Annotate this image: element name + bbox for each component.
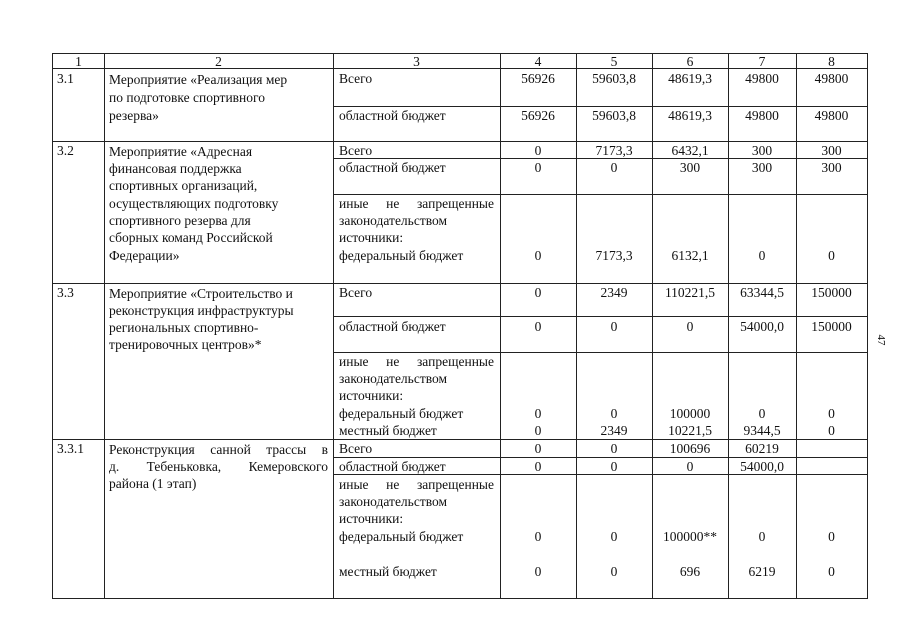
row-title: резерва» xyxy=(109,108,159,123)
row-title: по подготовке спортивного xyxy=(109,90,265,105)
value-cell: 300 xyxy=(751,143,773,158)
line-label: Всего xyxy=(339,71,373,86)
row-title: Федерации» xyxy=(109,248,180,263)
value-cell: 150000 xyxy=(811,319,852,334)
line-label: источники: xyxy=(339,388,404,403)
value-cell: 6132,1 xyxy=(671,248,709,263)
value-cell: 0 xyxy=(828,564,835,579)
row-title: спортивных организаций, xyxy=(109,178,258,193)
value-cell: 7173,3 xyxy=(595,143,633,158)
value-cell: 0 xyxy=(534,564,542,579)
value-cell: 0 xyxy=(534,143,542,158)
row-code: 3.3.1 xyxy=(57,441,84,456)
value-cell: 0 xyxy=(828,248,835,263)
value-cell: 56926 xyxy=(521,108,555,123)
page-number: 47 xyxy=(875,334,887,346)
line-label: областной бюджет xyxy=(339,108,446,123)
value-cell: 110221,5 xyxy=(664,285,716,300)
value-cell: 300 xyxy=(821,160,842,175)
line-label: областной бюджет xyxy=(339,459,446,474)
value-cell: 0 xyxy=(610,459,618,474)
row-title: Реконструкция санной трассы в xyxy=(109,442,328,457)
value-cell: 59603,8 xyxy=(592,108,636,123)
value-cell: 0 xyxy=(828,406,835,421)
row-title: реконструкция инфраструктуры xyxy=(109,303,294,318)
line-label: законодательством xyxy=(339,213,448,228)
value-cell: 300 xyxy=(751,160,773,175)
row-title: тренировочных центров»* xyxy=(109,337,262,352)
value-cell: 49800 xyxy=(814,108,849,123)
value-cell: 0 xyxy=(534,285,542,300)
line-label: областной бюджет xyxy=(339,160,446,175)
header-col-1: 1 xyxy=(75,54,82,69)
line-label: областной бюджет xyxy=(339,319,446,334)
line-label: законодательством xyxy=(339,371,448,386)
value-cell: 48619,3 xyxy=(668,71,712,86)
row-code: 3.3 xyxy=(57,285,74,300)
value-cell: 49800 xyxy=(745,71,779,86)
value-cell: 0 xyxy=(686,319,694,334)
value-cell: 0 xyxy=(828,529,835,544)
line-label: Всего xyxy=(339,285,373,300)
value-cell: 0 xyxy=(534,160,542,175)
value-cell: 9344,5 xyxy=(743,423,781,438)
value-cell: 60219 xyxy=(745,441,779,456)
line-label: источники: xyxy=(339,230,404,245)
row-title: финансовая поддержка xyxy=(109,161,242,176)
value-cell: 2349 xyxy=(600,423,628,438)
value-cell: 0 xyxy=(534,441,542,456)
value-cell: 10221,5 xyxy=(668,423,712,438)
value-cell: 150000 xyxy=(811,285,852,300)
value-cell: 6219 xyxy=(748,564,776,579)
value-cell: 300 xyxy=(679,160,701,175)
value-cell: 54000,0 xyxy=(740,459,784,474)
value-cell: 100696 xyxy=(669,441,711,456)
value-cell: 0 xyxy=(828,423,835,438)
row-title: района (1 этап) xyxy=(109,476,197,491)
row-title: Мероприятие «Строительство и xyxy=(109,286,293,301)
value-cell: 56926 xyxy=(521,71,555,86)
line-label: местный бюджет xyxy=(339,423,437,438)
value-cell: 6432,1 xyxy=(671,143,709,158)
value-cell: 0 xyxy=(610,160,618,175)
value-cell: 0 xyxy=(610,441,618,456)
value-cell: 54000,0 xyxy=(740,319,784,334)
value-cell: 49800 xyxy=(814,71,849,86)
line-label: федеральный бюджет xyxy=(339,248,464,263)
line-label: Всего xyxy=(339,441,373,456)
value-cell: 0 xyxy=(534,529,542,544)
value-cell: 100000 xyxy=(669,406,711,421)
line-label: источники: xyxy=(339,511,404,526)
line-label: местный бюджет xyxy=(339,564,437,579)
value-cell: 0 xyxy=(610,406,618,421)
header-col-5: 5 xyxy=(610,54,618,69)
value-cell: 2349 xyxy=(600,285,628,300)
row-title: д. Тебеньковка, Кемеровского xyxy=(109,459,328,474)
budget-table xyxy=(52,53,868,599)
row-code: 3.2 xyxy=(57,143,74,158)
header-col-7: 7 xyxy=(758,54,766,69)
value-cell: 0 xyxy=(610,319,618,334)
value-cell: 100000** xyxy=(663,529,717,544)
line-label: иные не запрещенные xyxy=(339,477,494,492)
value-cell: 48619,3 xyxy=(668,108,712,123)
value-cell: 0 xyxy=(534,248,542,263)
value-cell: 0 xyxy=(758,406,766,421)
value-cell: 0 xyxy=(610,529,618,544)
value-cell: 0 xyxy=(610,564,618,579)
line-label: Всего xyxy=(339,143,373,158)
value-cell: 0 xyxy=(758,248,766,263)
row-title: сборных команд Российской xyxy=(109,230,273,245)
line-label: федеральный бюджет xyxy=(339,406,464,421)
value-cell: 0 xyxy=(534,459,542,474)
line-label: законодательством xyxy=(339,494,448,509)
value-cell: 0 xyxy=(758,529,766,544)
header-col-8: 8 xyxy=(828,54,835,69)
row-title: региональных спортивно- xyxy=(109,320,259,335)
row-title: Мероприятие «Адресная xyxy=(109,144,253,159)
header-col-4: 4 xyxy=(534,54,542,69)
row-title: осуществляющих подготовку xyxy=(109,196,279,211)
row-title: спортивного резерва для xyxy=(109,213,251,228)
value-cell: 300 xyxy=(821,143,842,158)
value-cell: 0 xyxy=(534,406,542,421)
line-label: федеральный бюджет xyxy=(339,529,464,544)
row-title: Мероприятие «Реализация мер xyxy=(109,72,288,87)
row-code: 3.1 xyxy=(57,71,74,86)
line-label: иные не запрещенные xyxy=(339,196,494,211)
value-cell: 0 xyxy=(534,319,542,334)
header-col-6: 6 xyxy=(686,54,694,69)
value-cell: 63344,5 xyxy=(740,285,784,300)
value-cell: 696 xyxy=(679,564,701,579)
value-cell: 0 xyxy=(686,459,694,474)
value-cell: 0 xyxy=(534,423,542,438)
header-col-3: 3 xyxy=(413,54,420,69)
value-cell: 49800 xyxy=(745,108,779,123)
value-cell: 7173,3 xyxy=(595,248,633,263)
header-col-2: 2 xyxy=(215,54,222,69)
line-label: иные не запрещенные xyxy=(339,354,494,369)
value-cell: 59603,8 xyxy=(592,71,636,86)
